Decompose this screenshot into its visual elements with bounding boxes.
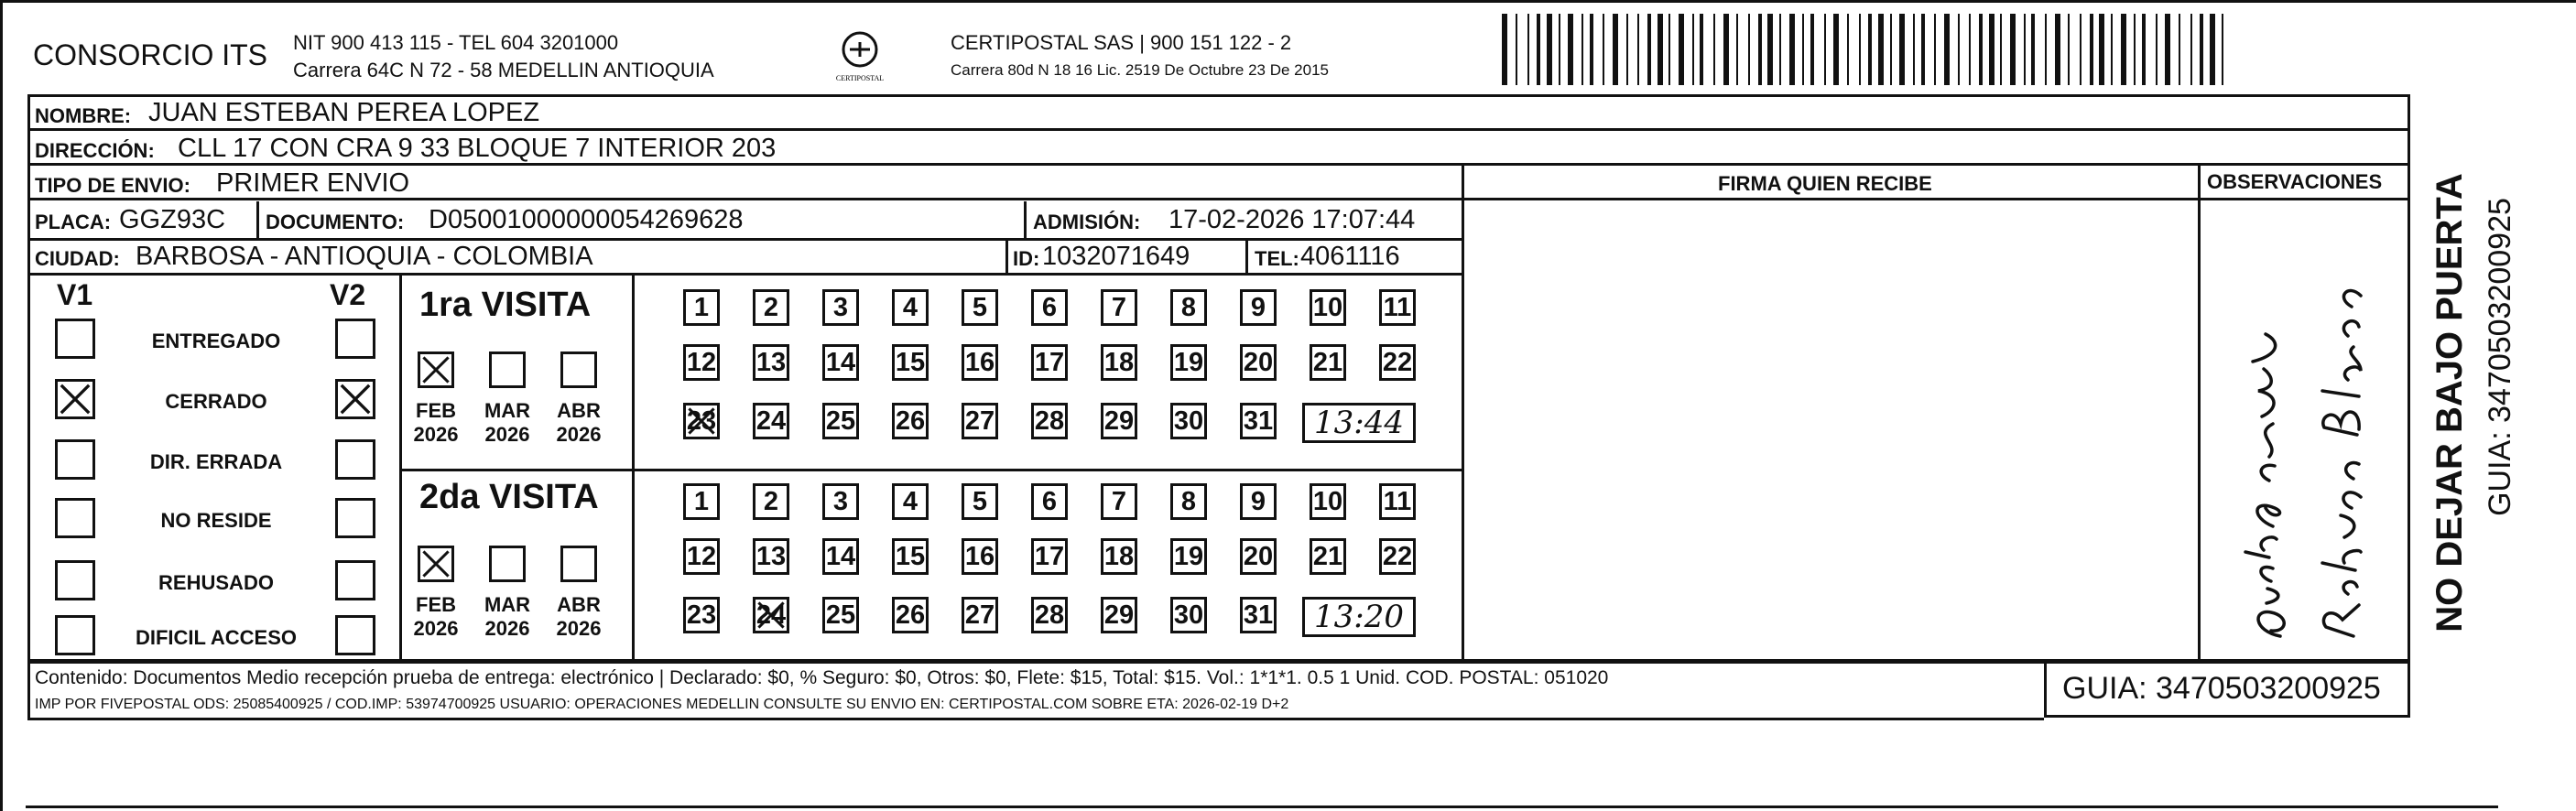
visit-time-box[interactable] bbox=[1302, 597, 1416, 637]
company-address: Carrera 64C N 72 - 58 MEDELLIN ANTIOQUIA bbox=[293, 59, 714, 81]
day-box[interactable] bbox=[1240, 597, 1277, 633]
day-number: 25 bbox=[825, 406, 856, 436]
day-number: 21 bbox=[1312, 541, 1343, 571]
visit1-title: 1ra VISITA bbox=[419, 286, 592, 324]
day-box[interactable] bbox=[892, 403, 929, 439]
barcode-bar bbox=[1516, 14, 1517, 85]
barcode-bar bbox=[1859, 14, 1861, 85]
day-box[interactable] bbox=[1101, 538, 1137, 575]
barcode-bar bbox=[1559, 14, 1560, 85]
page-left-border bbox=[0, 0, 3, 811]
barcode-bar bbox=[1944, 14, 1950, 85]
ciudad-value: BARBOSA - ANTIOQUIA - COLOMBIA bbox=[136, 242, 593, 271]
day-number: 14 bbox=[825, 347, 856, 377]
barcode-bar bbox=[2000, 14, 2002, 85]
day-box[interactable] bbox=[962, 538, 998, 575]
barcode-bar bbox=[2200, 14, 2203, 85]
day-number: 30 bbox=[1173, 600, 1204, 630]
barcode-bar bbox=[1527, 14, 1529, 85]
v1-label: V1 bbox=[57, 278, 93, 311]
day-number: 26 bbox=[895, 406, 926, 436]
day-number: 30 bbox=[1173, 406, 1204, 436]
day-number: 12 bbox=[686, 347, 717, 377]
day-box[interactable] bbox=[1310, 538, 1346, 575]
observaciones-header: OBSERVACIONES bbox=[2207, 170, 2383, 193]
visit2-title: 2da VISITA bbox=[419, 478, 599, 516]
day-box[interactable] bbox=[1310, 483, 1346, 520]
barcode-bar bbox=[1502, 14, 1507, 85]
v2-checkbox[interactable] bbox=[335, 615, 375, 655]
day-number: 15 bbox=[895, 347, 926, 377]
day-box[interactable] bbox=[1170, 538, 1207, 575]
day-number: 28 bbox=[1034, 406, 1065, 436]
day-number: 19 bbox=[1173, 541, 1204, 571]
direccion-label: DIRECCIÓN: bbox=[35, 139, 155, 162]
barcode-bar bbox=[2134, 14, 2136, 85]
day-number: 31 bbox=[1243, 406, 1274, 436]
day-box[interactable] bbox=[683, 289, 720, 326]
v1-checkbox[interactable] bbox=[55, 615, 95, 655]
barcode-bar bbox=[1890, 14, 1892, 85]
status-option-label: DIR. ERRADA bbox=[149, 450, 283, 473]
day-box[interactable] bbox=[892, 538, 929, 575]
barcode-bar bbox=[1868, 14, 1872, 85]
day-number: 11 bbox=[1383, 486, 1412, 516]
day-number: 13 bbox=[755, 347, 787, 377]
day-number: 12 bbox=[686, 541, 717, 571]
certipostal-logo bbox=[835, 29, 885, 84]
day-box[interactable] bbox=[753, 538, 789, 575]
visit-time: 13:20 bbox=[1314, 599, 1404, 635]
check-mark-icon bbox=[686, 406, 717, 437]
v1-checkbox[interactable] bbox=[55, 439, 95, 480]
barcode-bar bbox=[1647, 14, 1651, 85]
v1-checkbox[interactable] bbox=[55, 560, 95, 600]
barcode-bar bbox=[1613, 14, 1618, 85]
day-box[interactable] bbox=[683, 403, 720, 439]
check-mark-icon bbox=[755, 600, 787, 631]
day-box[interactable] bbox=[1240, 403, 1277, 439]
year-label: 2026 bbox=[484, 617, 530, 640]
day-box[interactable] bbox=[1240, 483, 1277, 520]
day-number: 2 bbox=[763, 292, 779, 322]
day-box[interactable] bbox=[753, 344, 789, 381]
certipostal-line2: Carrera 80d N 18 16 Lic. 2519 De Octubre 23 De 2015 bbox=[951, 61, 1329, 79]
day-number: 10 bbox=[1312, 292, 1343, 322]
id-value: 1032071649 bbox=[1042, 242, 1190, 271]
barcode-bar bbox=[1700, 14, 1703, 85]
day-box[interactable] bbox=[822, 403, 859, 439]
status-option-label: NO RESIDE bbox=[160, 509, 272, 532]
footer-guia: GUIA: 3470503200925 bbox=[2062, 671, 2381, 706]
status-option-label: ENTREGADO bbox=[151, 330, 281, 352]
day-box[interactable] bbox=[1031, 597, 1068, 633]
day-box[interactable] bbox=[962, 403, 998, 439]
footer-imp: IMP POR FIVEPOSTAL ODS: 25085400925 / COD.IMP: 53974700925 USUARIO: OPERACIONES MEDELLIN CONSULTE SU ENVIO EN: CERTIPOSTAL.COM SOBRE ETA: 2026-02-19 D+2 bbox=[35, 697, 1289, 712]
day-box[interactable] bbox=[1170, 597, 1207, 633]
visit-time-box[interactable] bbox=[1302, 403, 1416, 443]
day-box[interactable] bbox=[1379, 538, 1416, 575]
barcode-bar bbox=[1581, 14, 1583, 85]
day-number: 13 bbox=[755, 541, 787, 571]
barcode-bar bbox=[1758, 14, 1762, 85]
barcode-bar bbox=[2055, 14, 2060, 85]
day-number: 5 bbox=[972, 486, 988, 516]
visits-divider bbox=[399, 469, 1463, 471]
day-box[interactable] bbox=[1101, 344, 1137, 381]
day-box[interactable] bbox=[1031, 289, 1068, 326]
v2-checkbox[interactable] bbox=[335, 379, 375, 419]
barcode-bar bbox=[2111, 14, 2113, 85]
barcode-bar bbox=[2165, 14, 2170, 85]
day-box[interactable] bbox=[1101, 483, 1137, 520]
day-number: 9 bbox=[1250, 292, 1266, 322]
month-checkbox[interactable] bbox=[418, 351, 454, 388]
status-divider bbox=[399, 273, 402, 661]
day-number: 25 bbox=[825, 600, 856, 630]
day-number: 18 bbox=[1103, 541, 1135, 571]
day-number: 8 bbox=[1180, 486, 1197, 516]
page-bottom-left bbox=[26, 806, 2498, 808]
day-number: 26 bbox=[895, 600, 926, 630]
v2-checkbox[interactable] bbox=[335, 319, 375, 359]
day-box[interactable] bbox=[1101, 597, 1137, 633]
barcode-bar bbox=[1658, 14, 1663, 85]
day-number: 10 bbox=[1312, 486, 1343, 516]
day-number: 4 bbox=[902, 292, 918, 322]
day-box[interactable] bbox=[683, 597, 720, 633]
day-number: 28 bbox=[1034, 600, 1065, 630]
status-option-label: DIFICIL ACCESO bbox=[135, 626, 298, 649]
barcode-bar bbox=[1547, 14, 1552, 85]
barcode-bar bbox=[2210, 14, 2215, 85]
month-checkbox[interactable] bbox=[560, 546, 597, 582]
day-box[interactable] bbox=[1240, 538, 1277, 575]
tipo-envio-label: TIPO DE ENVIO: bbox=[35, 174, 190, 197]
observaciones-column-left bbox=[2198, 163, 2201, 662]
barcode-bar bbox=[1626, 14, 1628, 85]
day-number: 27 bbox=[964, 406, 995, 436]
day-box[interactable] bbox=[962, 483, 998, 520]
day-number: 1 bbox=[693, 292, 710, 322]
barcode-bar bbox=[1723, 14, 1729, 85]
day-number: 7 bbox=[1111, 292, 1127, 322]
day-number: 29 bbox=[1103, 406, 1135, 436]
barcode-bar bbox=[2156, 14, 2158, 85]
firma-column-left bbox=[1462, 163, 1464, 662]
month-checkbox[interactable] bbox=[418, 546, 454, 582]
barcode bbox=[1502, 14, 2225, 85]
day-number: 17 bbox=[1034, 541, 1065, 571]
day-number: 20 bbox=[1243, 541, 1274, 571]
year-label: 2026 bbox=[413, 617, 459, 640]
v1-checkbox[interactable] bbox=[55, 319, 95, 359]
day-box[interactable] bbox=[962, 289, 998, 326]
barcode-bar bbox=[1767, 14, 1773, 85]
barcode-bar bbox=[2045, 14, 2047, 85]
certipostal-line1: CERTIPOSTAL SAS | 900 151 122 - 2 bbox=[951, 31, 1292, 54]
day-number: 18 bbox=[1103, 347, 1135, 377]
barcode-bar bbox=[2190, 14, 2192, 85]
v2-checkbox[interactable] bbox=[335, 439, 375, 480]
day-box[interactable] bbox=[822, 483, 859, 520]
month-label: FEB bbox=[416, 593, 456, 616]
barcode-bar bbox=[1934, 14, 1936, 85]
day-box[interactable] bbox=[1170, 344, 1207, 381]
day-box[interactable] bbox=[1379, 344, 1416, 381]
barcode-bar bbox=[1878, 14, 1884, 85]
day-number: 16 bbox=[964, 347, 995, 377]
barcode-bar bbox=[1833, 14, 1839, 85]
month-label: MAR bbox=[484, 593, 531, 616]
status-option-label: CERRADO bbox=[165, 390, 267, 413]
check-mark-icon bbox=[58, 382, 92, 416]
barcode-bar bbox=[2024, 14, 2026, 85]
day-box[interactable] bbox=[1310, 289, 1346, 326]
barcode-bar bbox=[1921, 14, 1925, 85]
company-name: CONSORCIO ITS bbox=[33, 38, 268, 71]
month-checkbox[interactable] bbox=[560, 351, 597, 388]
barcode-bar bbox=[2179, 14, 2180, 85]
day-box[interactable] bbox=[683, 344, 720, 381]
status-option-label: REHUSADO bbox=[158, 571, 274, 594]
barcode-bar bbox=[1847, 14, 1849, 85]
tipo-envio-value: PRIMER ENVIO bbox=[216, 168, 410, 198]
barcode-bar bbox=[1789, 14, 1795, 85]
footer-contenido: Contenido: Documentos Medio recepción prueba de entrega: electrónico | Declarado: $0, % Seguro: $0, Otros: $0, Flete: $15, Total: $15. Vol.: 1*1*1. 0.5 1 Unid. COD. POSTAL: 051020 bbox=[35, 667, 1609, 688]
barcode-bar bbox=[2090, 14, 2093, 85]
day-number: 19 bbox=[1173, 347, 1204, 377]
day-box[interactable] bbox=[753, 403, 789, 439]
barcode-bar bbox=[2068, 14, 2070, 85]
documento-label: DOCUMENTO: bbox=[266, 211, 405, 233]
day-number: 23 bbox=[686, 600, 717, 630]
direccion-value: CLL 17 CON CRA 9 33 BLOQUE 7 INTERIOR 203 bbox=[178, 134, 777, 163]
day-number: 23 bbox=[686, 406, 717, 436]
day-box[interactable] bbox=[1240, 289, 1277, 326]
tel-label: TEL: bbox=[1255, 247, 1299, 270]
observaciones-handwriting bbox=[2202, 206, 2408, 659]
month-label: MAR bbox=[484, 399, 531, 422]
day-number: 9 bbox=[1250, 486, 1266, 516]
day-number: 8 bbox=[1180, 292, 1197, 322]
day-number: 24 bbox=[755, 600, 787, 630]
barcode-bar bbox=[1668, 14, 1670, 85]
side-guia: GUIA: 3470503200925 bbox=[2483, 198, 2517, 516]
nombre-value: JUAN ESTEBAN PEREA LOPEZ bbox=[148, 98, 540, 127]
barcode-bar bbox=[1713, 14, 1715, 85]
logo-text: CERTIPOSTAL bbox=[835, 74, 885, 82]
month-label: FEB bbox=[416, 399, 456, 422]
day-number: 27 bbox=[964, 600, 995, 630]
day-box[interactable] bbox=[892, 289, 929, 326]
day-number: 11 bbox=[1383, 292, 1412, 322]
month-checkbox[interactable] bbox=[489, 351, 526, 388]
nombre-label: NOMBRE: bbox=[35, 104, 132, 127]
day-box[interactable] bbox=[1101, 289, 1137, 326]
barcode-bar bbox=[1779, 14, 1781, 85]
day-box[interactable] bbox=[1379, 483, 1416, 520]
check-mark-icon bbox=[338, 382, 373, 416]
day-box[interactable] bbox=[892, 344, 929, 381]
barcode-bar bbox=[1802, 14, 1804, 85]
barcode-bar bbox=[2031, 14, 2035, 85]
day-number: 29 bbox=[1103, 600, 1135, 630]
day-number: 17 bbox=[1034, 347, 1065, 377]
firma-header: FIRMA QUIEN RECIBE bbox=[1718, 172, 1932, 195]
day-box[interactable] bbox=[962, 344, 998, 381]
day-number: 3 bbox=[832, 486, 849, 516]
ciudad-label: CIUDAD: bbox=[35, 247, 120, 270]
visit-time: 13:44 bbox=[1314, 405, 1404, 441]
day-box[interactable] bbox=[683, 483, 720, 520]
admision-value: 17-02-2026 17:07:44 bbox=[1168, 205, 1416, 234]
day-box[interactable] bbox=[683, 538, 720, 575]
day-number: 22 bbox=[1382, 541, 1413, 571]
check-mark-icon bbox=[420, 354, 451, 385]
day-box[interactable] bbox=[753, 289, 789, 326]
day-number: 21 bbox=[1312, 347, 1343, 377]
v1-checkbox[interactable] bbox=[55, 498, 95, 538]
year-label: 2026 bbox=[484, 423, 530, 446]
day-box[interactable] bbox=[753, 483, 789, 520]
page-top-border bbox=[0, 0, 2576, 3]
side-warning: NO DEJAR BAJO PUERTA bbox=[2429, 173, 2470, 633]
barcode-bar bbox=[1979, 14, 1983, 85]
barcode-bar bbox=[1679, 14, 1684, 85]
day-number: 22 bbox=[1382, 347, 1413, 377]
day-number: 31 bbox=[1243, 600, 1274, 630]
day-number: 2 bbox=[763, 486, 779, 516]
barcode-bar bbox=[1810, 14, 1814, 85]
barcode-bar bbox=[1590, 14, 1593, 85]
barcode-bar bbox=[2099, 14, 2104, 85]
barcode-bar bbox=[1913, 14, 1915, 85]
v2-checkbox[interactable] bbox=[335, 498, 375, 538]
day-box[interactable] bbox=[892, 483, 929, 520]
day-number: 6 bbox=[1041, 486, 1058, 516]
barcode-bar bbox=[2080, 14, 2081, 85]
barcode-bar bbox=[1989, 14, 1994, 85]
month-label: ABR bbox=[557, 399, 601, 422]
barcode-bar bbox=[1568, 14, 1573, 85]
nit-line: NIT 900 413 115 - TEL 604 3201000 bbox=[293, 31, 619, 54]
barcode-bar bbox=[1692, 14, 1694, 85]
day-number: 6 bbox=[1041, 292, 1058, 322]
day-box[interactable] bbox=[822, 344, 859, 381]
placa-value: GGZ93C bbox=[119, 205, 226, 234]
year-label: 2026 bbox=[413, 423, 459, 446]
day-box[interactable] bbox=[1170, 289, 1207, 326]
day-number: 15 bbox=[895, 541, 926, 571]
barcode-bar bbox=[1603, 14, 1604, 85]
barcode-bar bbox=[2010, 14, 2016, 85]
day-number: 5 bbox=[972, 292, 988, 322]
day-number: 1 bbox=[693, 486, 710, 516]
barcode-bar bbox=[1537, 14, 1540, 85]
check-mark-icon bbox=[420, 548, 451, 579]
day-number: 14 bbox=[825, 541, 856, 571]
tel-value: 4061116 bbox=[1300, 242, 1400, 271]
year-label: 2026 bbox=[556, 617, 602, 640]
day-box[interactable] bbox=[822, 538, 859, 575]
v2-checkbox[interactable] bbox=[335, 560, 375, 600]
day-box[interactable] bbox=[962, 597, 998, 633]
day-box[interactable] bbox=[1031, 483, 1068, 520]
day-number: 3 bbox=[832, 292, 849, 322]
day-box[interactable] bbox=[822, 597, 859, 633]
v1-checkbox[interactable] bbox=[55, 379, 95, 419]
day-box[interactable] bbox=[1310, 344, 1346, 381]
day-box[interactable] bbox=[1031, 344, 1068, 381]
month-checkbox[interactable] bbox=[489, 546, 526, 582]
barcode-bar bbox=[1748, 14, 1750, 85]
barcode-bar bbox=[1899, 14, 1905, 85]
day-number: 24 bbox=[755, 406, 787, 436]
barcode-bar bbox=[2222, 14, 2223, 85]
visit-months-divider bbox=[632, 273, 635, 661]
day-box[interactable] bbox=[1031, 538, 1068, 575]
day-box[interactable] bbox=[1031, 403, 1068, 439]
day-number: 7 bbox=[1111, 486, 1127, 516]
barcode-bar bbox=[2142, 14, 2146, 85]
day-box[interactable] bbox=[892, 597, 929, 633]
admision-label: ADMISIÓN: bbox=[1033, 211, 1141, 233]
barcode-bar bbox=[2121, 14, 2126, 85]
barcode-bar bbox=[1969, 14, 1971, 85]
day-box[interactable] bbox=[1240, 344, 1277, 381]
month-label: ABR bbox=[557, 593, 601, 616]
day-box[interactable] bbox=[1170, 403, 1207, 439]
year-label: 2026 bbox=[556, 423, 602, 446]
day-box[interactable] bbox=[822, 289, 859, 326]
day-box[interactable] bbox=[1379, 289, 1416, 326]
documento-value: D05001000000054269628 bbox=[429, 205, 744, 234]
day-box[interactable] bbox=[753, 597, 789, 633]
day-number: 4 bbox=[902, 486, 918, 516]
day-number: 16 bbox=[964, 541, 995, 571]
barcode-bar bbox=[1824, 14, 1826, 85]
day-number: 20 bbox=[1243, 347, 1274, 377]
day-box[interactable] bbox=[1170, 483, 1207, 520]
barcode-bar bbox=[1736, 14, 1738, 85]
barcode-bar bbox=[1637, 14, 1639, 85]
placa-label: PLACA: bbox=[35, 211, 112, 233]
v2-label: V2 bbox=[330, 278, 366, 311]
day-box[interactable] bbox=[1101, 403, 1137, 439]
barcode-bar bbox=[1958, 14, 1960, 85]
id-label: ID: bbox=[1013, 247, 1040, 270]
